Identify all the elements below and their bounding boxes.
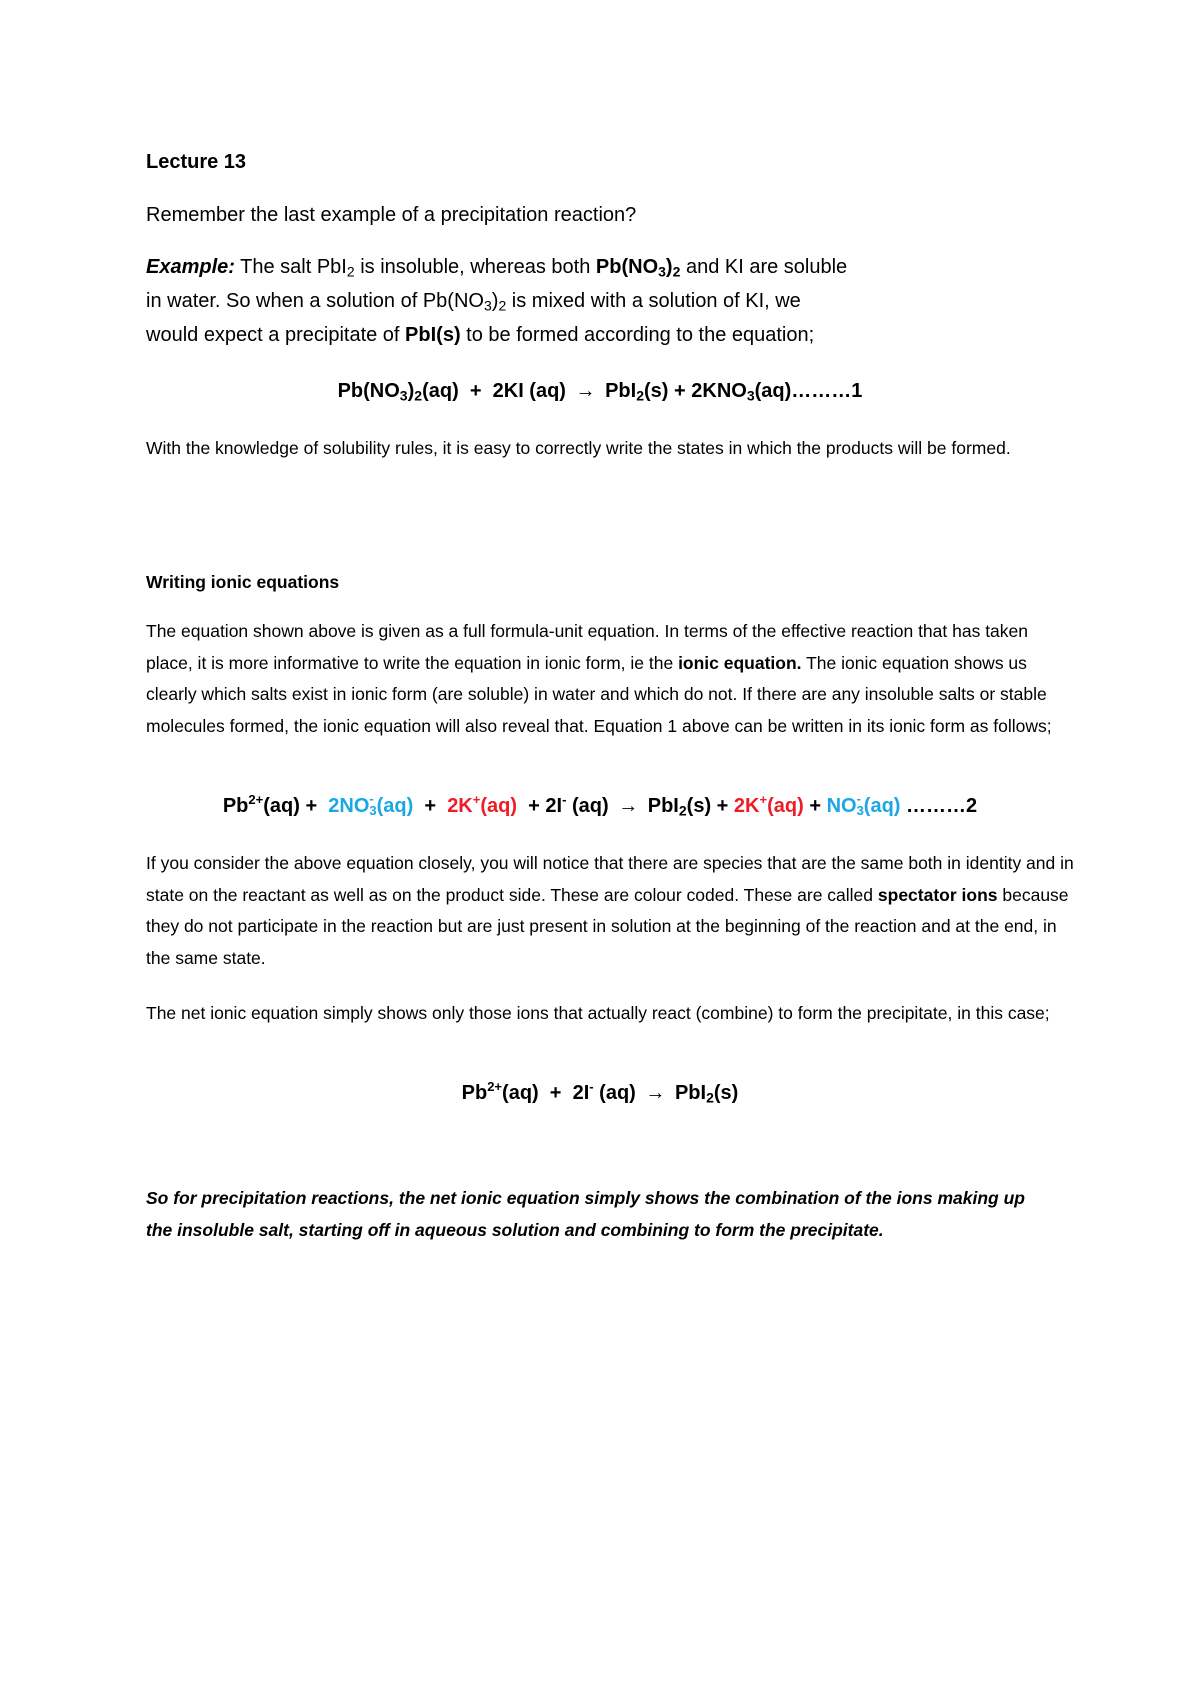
equation-3: $Pb^{2+}(aq) + 2I^-$ (aq) → PbI$_2$(s) <box>461 1079 739 1106</box>
spectator-nitrate-product: NO - 3(aq) <box>826 790 901 819</box>
formula-lead-nitrate: $Pb(NO_3)_2$ <box>595 256 681 280</box>
paragraph-spectator-ions: If you consider the above equation closely, you will notice that there are species that are the same both in identity and in state on the reactant as well as on the product side. These are colour coded. These are called spectator ions because they do not participate in the reaction but are just present in solution at the beginning of the reaction and at the end, in the same state. <box>146 853 1074 968</box>
paragraph-solubility: With the knowledge of solubility rules, it is easy to correctly write the states in which the products will be formed. <box>146 438 1011 458</box>
paragraph-ionic-form: The equation shown above is given as a full formula-unit equation. In terms of the effective reaction that has taken place, it is more informative to write the equation in ionic form, ie the ionic equation. The ionic equation shows us clearly which salts exist in ionic form (are soluble) in water and which do not. If there are any insoluble salts or stable molecules formed, the ionic equation will also reveal that. Equation 1 above can be written in its ionic form as follows; <box>146 621 1052 736</box>
reaction-arrow-icon: → <box>618 795 639 817</box>
lecture-title: Lecture 13 <box>146 151 247 173</box>
spectator-potassium-reactant: 2K+(aq) <box>447 792 518 817</box>
example-label: Example: <box>146 256 235 278</box>
reaction-arrow-icon: → <box>575 380 596 402</box>
paragraph-net-ionic: The net ionic equation simply shows only those ions that actually react (combine) to form the precipitate, in this case; <box>146 1003 1050 1023</box>
term-spectator-ions: spectator ions <box>877 884 998 905</box>
heading-writing-ionic-equations: Writing ionic equations <box>146 572 340 592</box>
equation-1: $Pb(NO_3)_2(aq) + 2KI$ $(aq) \to PbI_2(s) + 2KNO_3(aq)\dots\dots\dots 1$ <box>337 380 863 404</box>
example-paragraph: Example: The salt PbI$_2$ is insoluble, whereas both $Pb(NO_3)_2$ and KI are soluble in water. So when a solution of $Pb(NO_3)_2$ is mixed with a solution of KI, we would expect a precipitate of PbI(s) to be formed according to the equation; <box>146 256 848 346</box>
spectator-potassium-product: 2K+(aq) <box>733 792 804 817</box>
spectator-nitrate-reactant: 2NO - 3(aq) <box>328 790 414 819</box>
intro-question: Remember the last example of a precipitation reaction? <box>146 204 637 226</box>
equation-2: $Pb^{2+}(aq) + 2NO$ - 3(aq) + 2K+(aq) + 2I- (aq) → PbI$_2$(s) + 2K+(aq) + NO - 3(aq) ………2 <box>222 790 978 819</box>
term-ionic-equation: ionic equation. <box>678 652 802 673</box>
formula-precipitate: PbI(s) <box>405 324 461 346</box>
reaction-arrow-icon: → <box>645 1082 666 1104</box>
conclusion-paragraph: So for precipitation reactions, the net ionic equation simply shows the combination of the ions making up the insoluble salt, starting off in aqueous solution and combining to form the precipitate. <box>146 1188 1025 1240</box>
